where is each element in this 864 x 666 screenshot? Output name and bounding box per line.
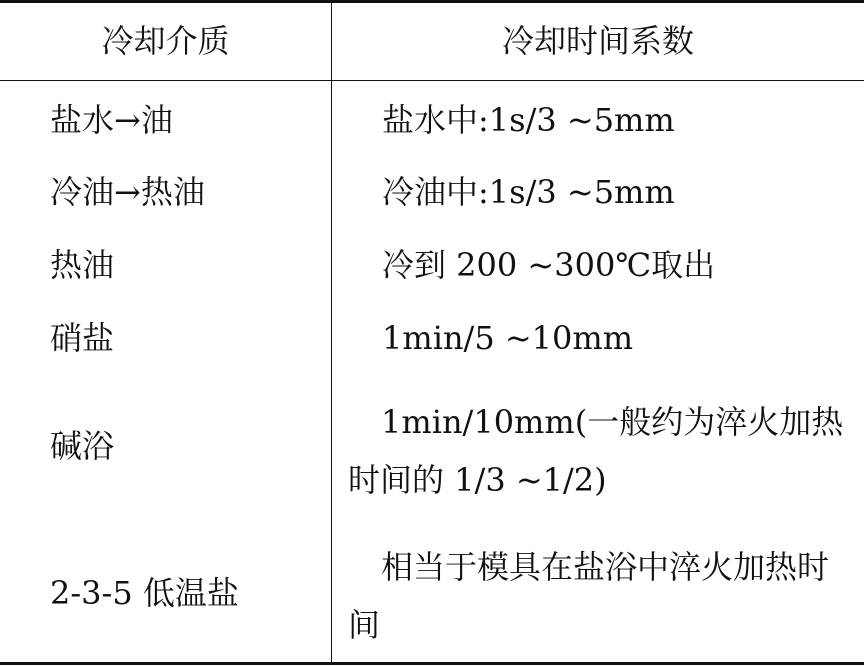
table-top-rule	[0, 0, 864, 3]
header-cooling-time-coefficient: 冷却时间系数	[501, 22, 694, 60]
row-3-time: 冷到 200 ~300℃取出	[382, 246, 716, 284]
column-divider	[331, 3, 332, 662]
header-cooling-medium: 冷却介质	[101, 22, 230, 60]
row-4-medium: 硝盐	[50, 319, 115, 357]
table-header-rule	[0, 80, 864, 81]
row-1-medium: 盐水→油	[50, 101, 173, 139]
row-5-time: 1min/10mm(一般约为淬火加热时间的 1/3 ~1/2)	[348, 403, 844, 499]
row-6-time: 相当于模具在盐浴中淬火加热时间	[348, 548, 830, 644]
row-2-time: 冷油中:1s/3 ~5mm	[382, 173, 675, 211]
row-5-medium: 碱浴	[50, 427, 115, 465]
row-3-medium: 热油	[50, 246, 115, 284]
row-4-time: 1min/5 ~10mm	[382, 319, 634, 357]
row-6-medium: 2-3-5 低温盐	[50, 574, 239, 612]
row-1-time: 盐水中:1s/3 ~5mm	[382, 101, 675, 139]
row-2-medium: 冷油→热油	[50, 173, 205, 211]
table-bottom-rule	[0, 662, 864, 665]
